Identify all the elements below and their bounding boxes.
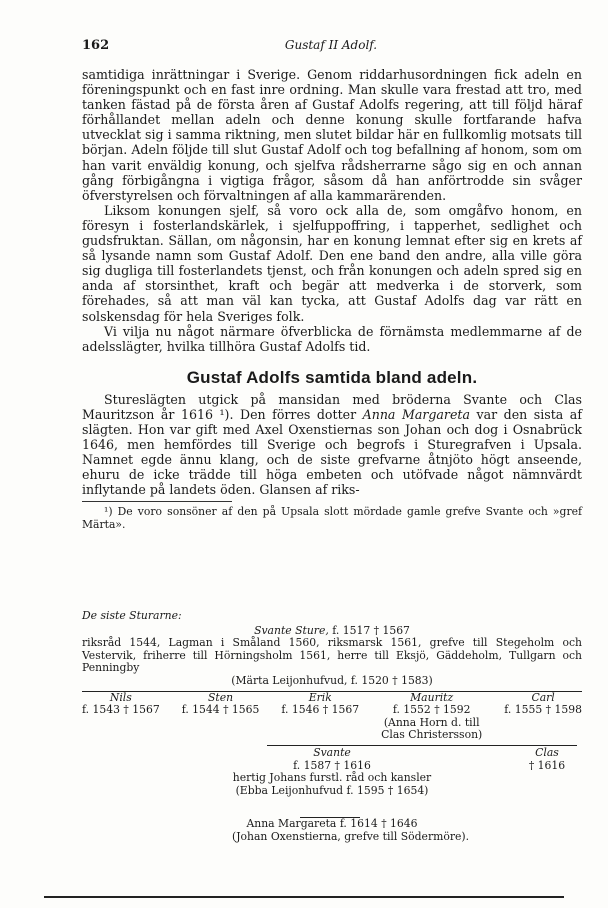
root-description: riksråd 1544, Lagman i Småland 1560, riksmarsk 1561, grefve till Stegeholm och Vestervik, friherre till Hörningsholm 1561, herre till Eksjö, Gäddeholm, Tullgarn och Penningby bbox=[82, 636, 582, 675]
section-text-a: Stureslägten utgick på mansidan med bröderna Svante och Clas Mauritzson år 1616 ¹). Den förres dotter bbox=[82, 391, 582, 422]
child-dates: f. 1552 † 1592 bbox=[392, 703, 471, 717]
great-grandchild-dates: f. 1614 † 1646 bbox=[339, 816, 418, 830]
child-dates: f. 1543 † 1567 bbox=[82, 703, 160, 717]
grandchildren-block bbox=[82, 745, 582, 817]
body-text bbox=[82, 67, 582, 531]
child-carl bbox=[504, 692, 582, 742]
genealogy-label: De siste Sturarne: bbox=[82, 609, 182, 622]
child-spouse: (Anna Horn d. till bbox=[383, 715, 480, 729]
great-grandchild bbox=[232, 818, 582, 843]
section-text-name: Anna Margareta bbox=[362, 406, 470, 422]
child-dates: f. 1544 † 1565 bbox=[181, 703, 260, 717]
child-erik bbox=[281, 692, 359, 742]
root-spouse: (Märta Leijonhufvud, f. 1520 † 1583) bbox=[231, 673, 433, 687]
section-text-b: var den sista af slägten. Hon var gift med Axel Oxenstiernas son Johan och dog i Osnabrück 1646, men hemfördes till Sverige och begrofs i Sturegrafven i Upsala. Namnet egde ännu klang, och de siste grefvarne åtnjöto högt anseende, ehuru de icke trädde till höga embeten och utöfvade något nämnvärdt inflytande på landets öden. Glansen af riks- bbox=[82, 406, 582, 498]
grandchild-spouse: (Ebba Leijonhufvud f. 1595 † 1654) bbox=[235, 783, 429, 797]
paragraph-3: Vi vilja nu något närmare öfverblicka de förnämsta medlemmarne af de adelsslägter, hvilka tillhöra Gustaf Adolfs tid. bbox=[82, 323, 582, 354]
child-name: Erik bbox=[308, 690, 332, 704]
child-name: Nils bbox=[109, 690, 132, 704]
root-name: Svante Sture, bbox=[254, 623, 329, 637]
page-header bbox=[82, 38, 580, 58]
grandchild-dates: f. 1587 † 1616 bbox=[293, 758, 371, 772]
genealogy-tree bbox=[82, 604, 582, 843]
great-grandchild-name: Anna Margareta bbox=[246, 816, 337, 830]
grandchild-svante bbox=[232, 747, 432, 797]
section-heading: Gustaf Adolfs samtida bland adeln. bbox=[186, 367, 478, 387]
section-paragraph bbox=[82, 392, 582, 498]
child-mauritz bbox=[381, 692, 482, 742]
grandchild-desc: hertig Johans furstl. råd och kansler bbox=[232, 771, 432, 785]
child-name: Carl bbox=[531, 690, 555, 704]
paragraph-2: Liksom konungen sjelf, så voro ock alla de, som omgåfvo honom, en föresyn i fosterlandskärlek, i sjelfuppoffring, i tapperhet, sedlighet och gudsfruktan. Sällan, om någonsin, har en konung lemnat efter sig en krets af så lysande namn som Gustaf Adolf. Den ene band den andre, alla ville göra sig dugliga till fosterlandets tjenst, och från konungen och adeln spred sig en anda af storsinthet, kraft och begär att medverka i de storverk, som förehades, så att man väl kan tycka, att Gustaf Adolfs dag var rätt en solskensdag för hela Sveriges folk. bbox=[82, 202, 582, 324]
grandchild-name: Clas bbox=[535, 745, 559, 759]
page-number: 162 bbox=[82, 38, 110, 53]
child-spouse: Clas Christersson) bbox=[381, 728, 483, 742]
child-dates: f. 1555 † 1598 bbox=[504, 703, 582, 717]
great-grandchild-spouse: (Johan Oxenstierna, grefve till Södermöre). bbox=[232, 829, 470, 843]
footnote-rule bbox=[82, 501, 232, 502]
child-nils bbox=[82, 692, 160, 742]
child-name: Mauritz bbox=[410, 690, 454, 704]
root-dates: f. 1517 † 1567 bbox=[332, 623, 410, 637]
grandchild-clas bbox=[512, 747, 582, 772]
child-sten bbox=[182, 692, 260, 742]
grandchild-dates: † 1616 bbox=[528, 758, 566, 772]
grandchild-name: Svante bbox=[313, 745, 351, 759]
child-name: Sten bbox=[208, 690, 234, 704]
footnote: ¹) De voro sonsöner af den på Upsala slott mördade gamle grefve Svante och »gref Märta». bbox=[82, 504, 582, 531]
children-row bbox=[82, 692, 582, 742]
running-title: Gustaf II Adolf. bbox=[284, 38, 378, 52]
paragraph-1: samtidiga inrättningar i Sverige. Genom riddarhusordningen fick adeln en föreningspunkt och en fast inre ordning. Man skulle vara frestad att tro, med tanken fästad på de första åren af Gustaf Adolfs regering, att till följd häraf förhållandet mellan adeln och denne konung skulle fortfarande hafva utvecklat sig i samma riktning, men slutet bildar här en fullkomlig motsats till början. Adeln följde till slut Gustaf Adolf och tog befallning af honom, som om han varit enväldig konung, och sjelfva rådsherrarne sågo sig en och annan gång förbigångna i vigtiga frågor, såsom då han anförtrodde sin svåger öfverstyrelsen och förvaltningen af alla kammarärenden. bbox=[82, 67, 582, 203]
bottom-border bbox=[44, 896, 564, 898]
child-dates: f. 1546 † 1567 bbox=[281, 703, 360, 717]
